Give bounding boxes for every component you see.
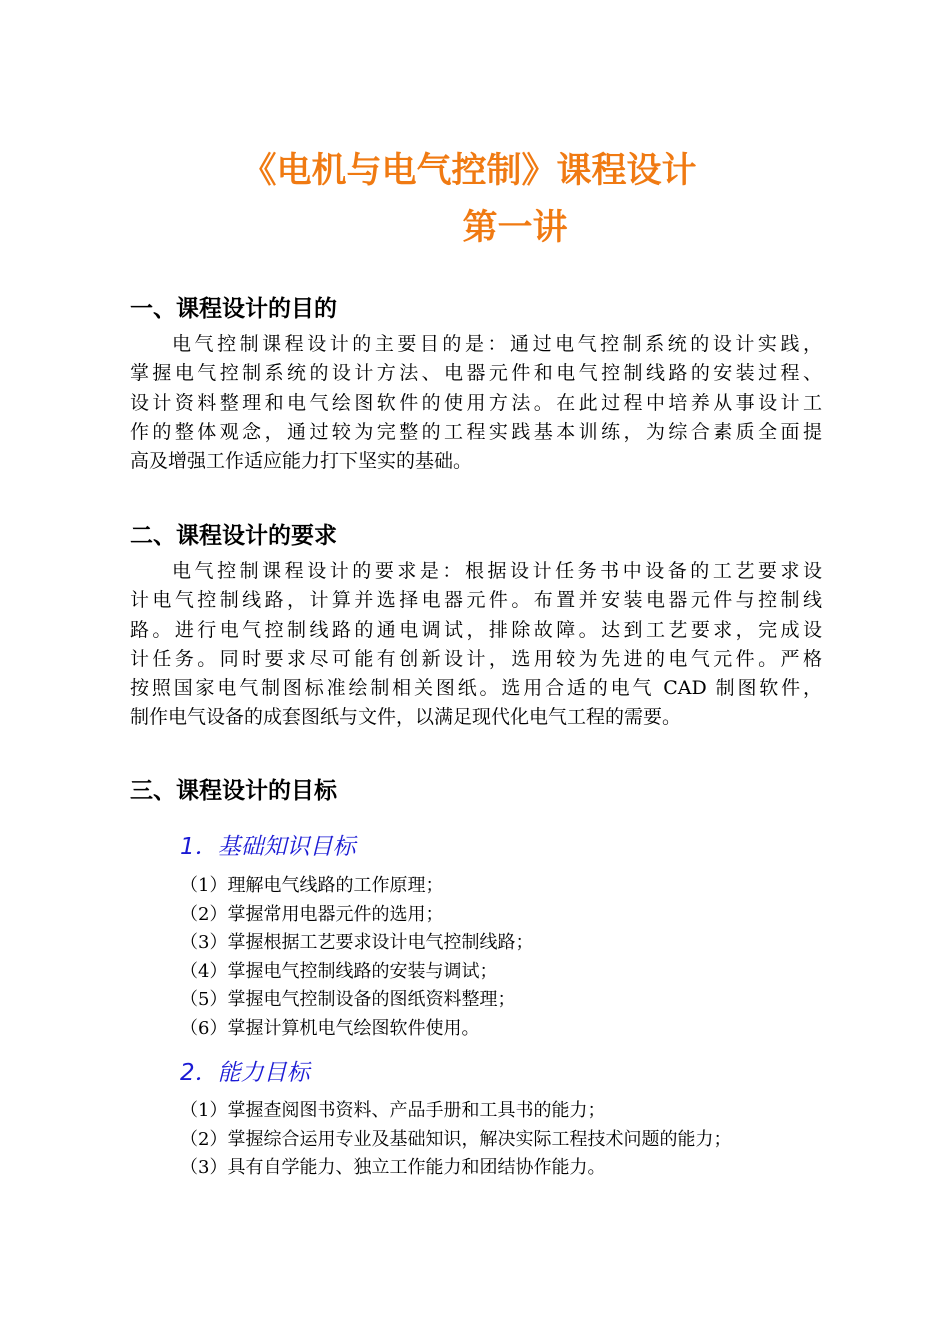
ability-goals-list [180,1097,731,1183]
paragraph-line: 高及增强工作适应能力打下坚实的基础。 [130,450,473,473]
paragraph-line: 作的整体观念，通过较为完整的工程实践基本训练，为综合素质全面提 [130,420,822,443]
paragraph-line: 按照国家电气制图标准绘制相关图纸。选用合适的电气 CAD 制图软件， [130,677,822,700]
paragraph-line: 计电气控制线路，计算并选择电器元件。布置并安装电器元件与控制线 [130,589,822,612]
section-paragraph-requirements [130,557,822,733]
paragraph-line: 计任务。同时要求尽可能有创新设计，选用较为先进的电气元件。严格 [130,647,822,670]
document-title: 《电机与电气控制》课程设计 [241,151,697,191]
list-item: （2）掌握常用电器元件的选用； [180,903,444,925]
knowledge-goals-list [180,872,533,1043]
paragraph-line: 设计资料整理和电气绘图软件的使用方法。在此过程中培养从事设计工 [130,391,822,414]
list-item: （2）掌握综合运用专业及基础知识，解决实际工程技术问题的能力； [180,1128,732,1150]
section-paragraph-purpose [130,330,822,476]
section-heading-requirements: 二、课程设计的要求 [130,523,337,549]
list-item: （6）掌握计算机电气绘图软件使用。 [180,1017,480,1039]
list-item: （1）掌握查阅图书资料、产品手册和工具书的能力； [180,1100,606,1121]
list-item: （1）理解电气线路的工作原理； [180,875,444,896]
paragraph-line: 电气控制课程设计的主要目的是：通过电气控制系统的设计实践， [172,333,822,355]
subsection-heading-knowledge: 1．基础知识目标 [180,834,356,860]
paragraph-line: 制作电气设备的成套图纸与文件，以满足现代化电气工程的需要。 [130,706,682,729]
paragraph-line: 电气控制课程设计的要求是：根据设计任务书中设备的工艺要求设 [172,560,822,582]
list-item: （3）掌握根据工艺要求设计电气控制线路； [180,932,534,953]
section-heading-purpose: 一、课程设计的目的 [130,296,337,322]
section-heading-goals: 三、课程设计的目标 [130,778,337,804]
paragraph-line: 路。进行电气控制线路的通电调试，排除故障。达到工艺要求，完成设 [130,618,822,641]
lecture-subtitle: 第一讲 [462,208,568,248]
list-item: （5）掌握电气控制设备的图纸资料整理； [180,989,516,1010]
list-item: （3）具有自学能力、独立工作能力和团结协作能力。 [180,1157,606,1178]
subsection-heading-ability: 2．能力目标 [180,1060,310,1086]
list-item: （4）掌握电气控制线路的安装与调试； [180,960,498,982]
paragraph-line: 掌握电气控制系统的设计方法、电器元件和电气控制线路的安装过程、 [130,362,822,385]
